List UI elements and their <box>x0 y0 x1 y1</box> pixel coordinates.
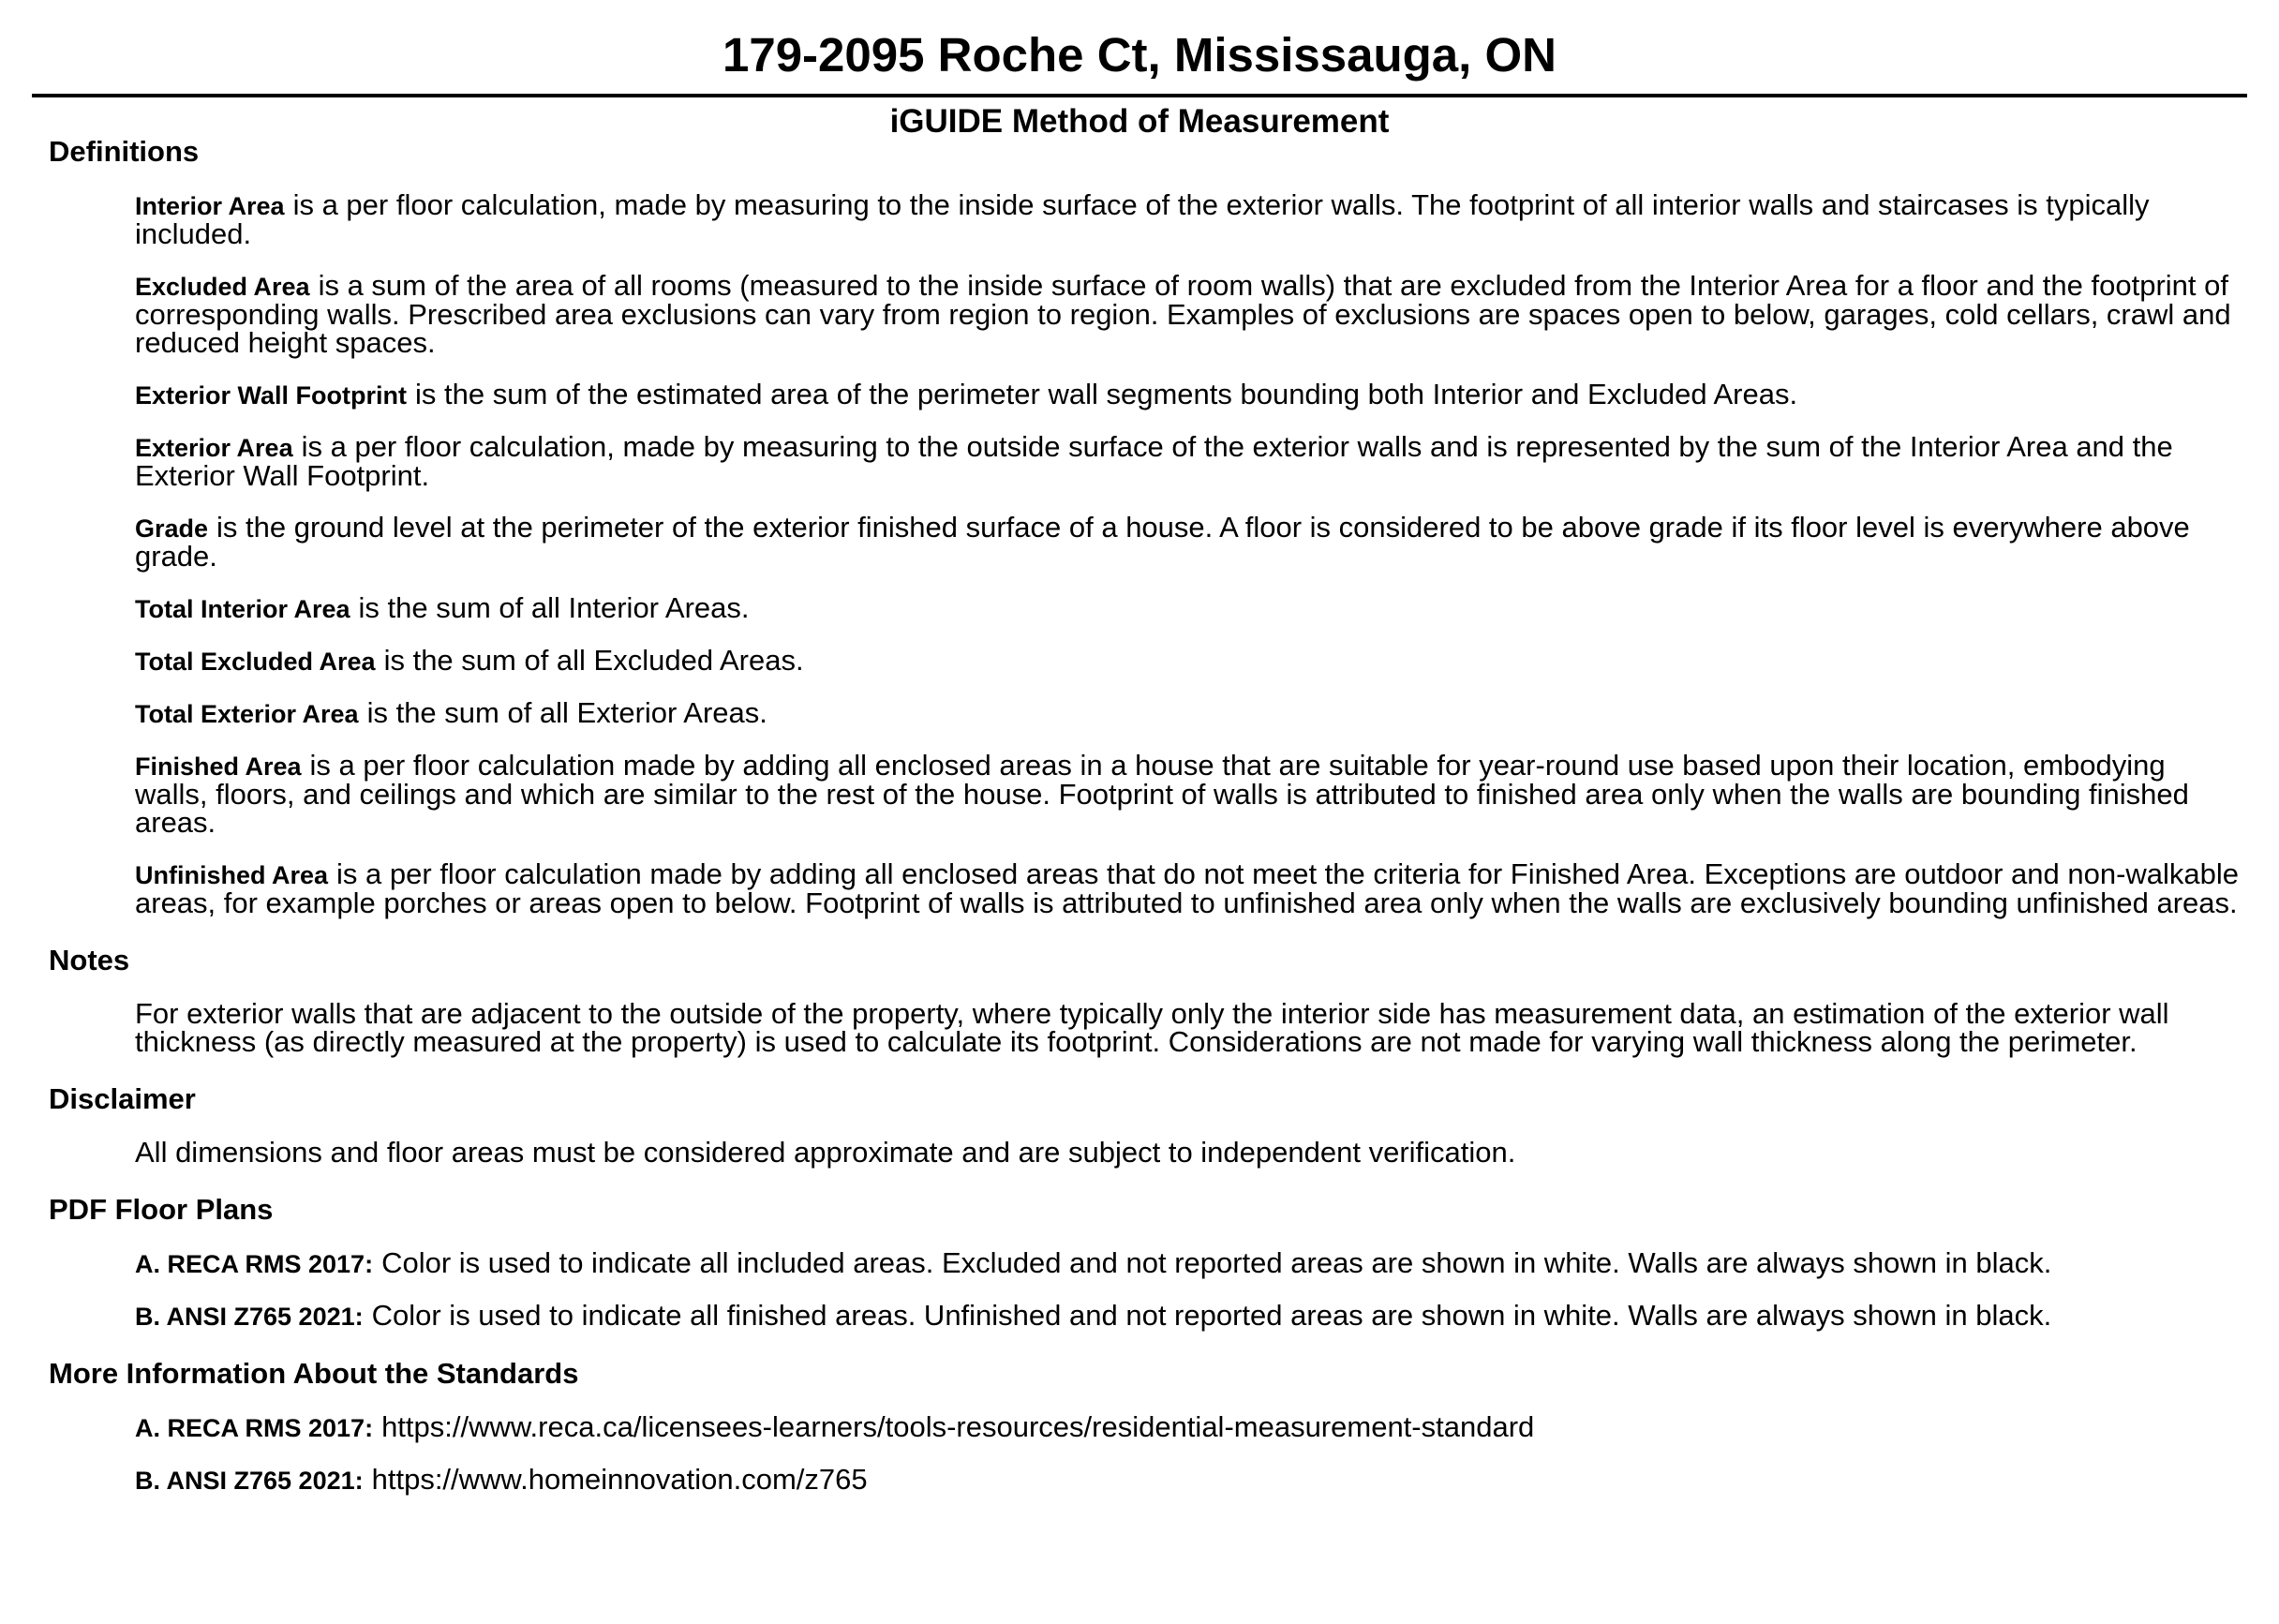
definition-finished-area <box>135 749 2243 839</box>
definition-term: Exterior Wall Footprint <box>135 381 407 410</box>
definitions-heading: Definitions <box>49 135 200 168</box>
title-divider <box>32 94 2247 97</box>
pdf-floor-plans-heading: PDF Floor Plans <box>49 1193 274 1226</box>
definition-term: Interior Area <box>135 192 285 220</box>
document-body <box>49 135 2242 1518</box>
notes-heading: Notes <box>49 944 130 976</box>
definition-text: is the sum of all Interior Areas. <box>358 591 750 624</box>
ansi-standard-link[interactable]: https://www.homeinnovation.com/z765 <box>371 1463 868 1496</box>
definition-term: Unfinished Area <box>135 861 329 889</box>
definition-term: Total Exterior Area <box>135 700 359 728</box>
standard-term: B. ANSI Z765 2021: <box>135 1303 364 1331</box>
definition-excluded-area <box>135 269 2243 359</box>
disclaimer-text: All dimensions and floor areas must be considered approximate and are subject to independent verification. <box>135 1136 1516 1169</box>
document-subtitle: iGUIDE Method of Measurement <box>889 103 1390 140</box>
floor-plan-standard-reca <box>135 1246 2243 1279</box>
standard-text: Color is used to indicate all included areas. Excluded and not reported areas are shown in white. Walls are always shown in black. <box>381 1246 2052 1279</box>
definition-text: is a sum of the area of all rooms (measured to the inside surface of room walls) that are excluded from the Interior Area for a floor and the footprint of corresponding walls. Prescribed area exclusions can vary from region to region. Examples of exclusions are spaces open to below, garages, cold cellars, crawl and reduced height spaces. <box>135 269 2231 359</box>
definition-unfinished-area <box>135 857 2243 919</box>
definition-text: is a per floor calculation, made by measuring to the outside surface of the exterior walls and is represented by the sum of the Interior Area and the Exterior Wall Footprint. <box>135 430 2173 492</box>
definition-text: is the sum of all Exterior Areas. <box>366 696 767 729</box>
definition-exterior-wall-footprint <box>135 380 2243 410</box>
definition-term: Total Interior Area <box>135 595 350 623</box>
floor-plan-standard-ansi <box>135 1299 2243 1332</box>
more-info-ansi <box>135 1463 2243 1496</box>
notes-text: For exterior walls that are adjacent to the outside of the property, where typically only the interior side has measurement data, an estimation of the exterior wall thickness (as directly measured at the property) is used to calculate its footprint. Considerations are not made for varying wall thickness along the perimeter. <box>135 997 2169 1058</box>
disclaimer-heading: Disclaimer <box>49 1082 196 1115</box>
definition-text: is the sum of all Excluded Areas. <box>383 644 804 677</box>
definition-total-excluded-area <box>135 644 2243 677</box>
more-info-heading: More Information About the Standards <box>49 1357 579 1390</box>
definition-text: is a per floor calculation, made by measuring to the inside surface of the exterior walls. The footprint of all interior walls and staircases is typically included. <box>135 188 2150 250</box>
definition-total-exterior-area <box>135 696 2243 729</box>
definition-total-interior-area <box>135 591 2243 624</box>
definition-term: Excluded Area <box>135 273 310 301</box>
definition-grade <box>135 511 2243 573</box>
definition-term: Grade <box>135 514 209 543</box>
standard-term: B. ANSI Z765 2021: <box>135 1467 364 1495</box>
standard-text: Color is used to indicate all finished areas. Unfinished and not reported areas are shown in white. Walls are always shown in black. <box>371 1299 2052 1332</box>
standard-term: A. RECA RMS 2017: <box>135 1250 374 1278</box>
definition-text: is the sum of the estimated area of the perimeter wall segments bounding both Interior and Excluded Areas. <box>415 378 1798 410</box>
reca-standard-link[interactable]: https://www.reca.ca/licensees-learners/tools-resources/residential-measurement-standard <box>381 1410 1535 1443</box>
page-title: 179-2095 Roche Ct, Mississauga, ON <box>722 28 1557 82</box>
definition-text: is the ground level at the perimeter of the exterior finished surface of a house. A floor is considered to be above grade if its floor level is everywhere above grade. <box>135 511 2190 573</box>
definition-term: Finished Area <box>135 752 302 781</box>
standard-term: A. RECA RMS 2017: <box>135 1414 374 1442</box>
definition-text: is a per floor calculation made by adding all enclosed areas in a house that are suitable for year-round use based upon their location, embodying walls, floors, and ceilings and which are similar to the rest of the house. Footprint of walls is attributed to finished area only when the walls are bounding finished areas. <box>135 749 2189 839</box>
definition-interior-area <box>135 188 2243 250</box>
more-info-reca <box>135 1410 2243 1443</box>
definition-text: is a per floor calculation made by adding all enclosed areas that do not meet the criteria for Finished Area. Exceptions are outdoor and non-walkable areas, for example porches or areas open to below. Footprint of walls is attributed to unfinished area only when the walls are exclusively bounding unfinished areas. <box>135 857 2240 919</box>
definition-term: Total Excluded Area <box>135 648 376 676</box>
definition-term: Exterior Area <box>135 434 293 462</box>
definition-exterior-area <box>135 430 2243 492</box>
